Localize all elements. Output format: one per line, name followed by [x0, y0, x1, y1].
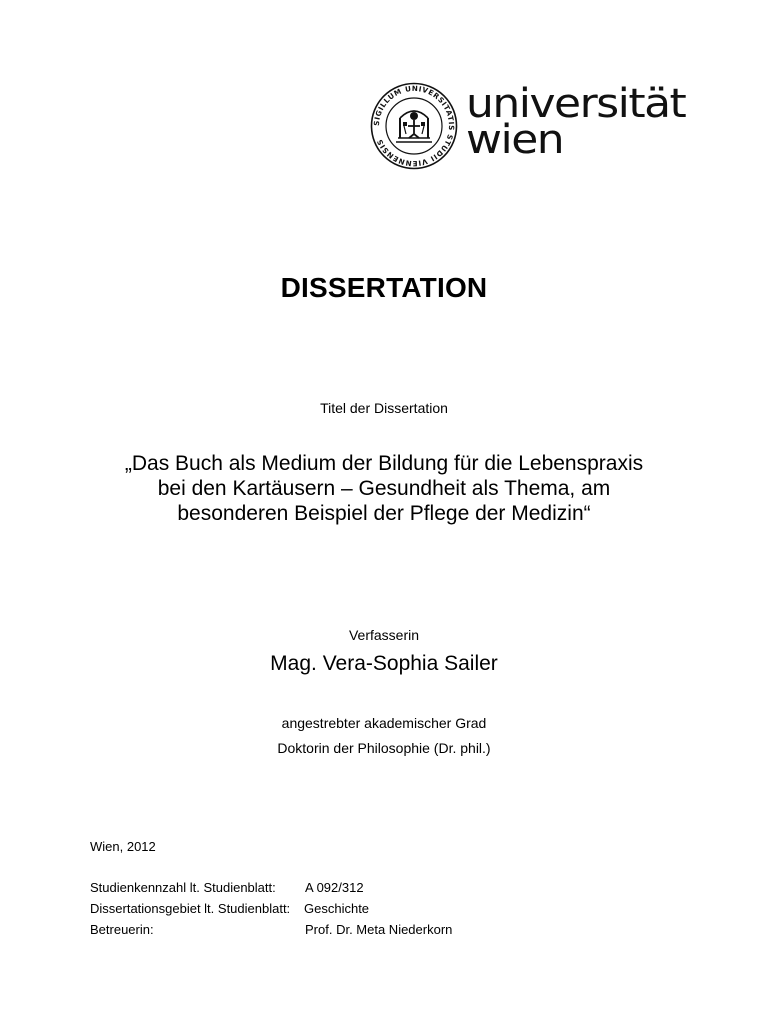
wordmark-line-1: universität: [466, 80, 686, 128]
title-label: Titel der Dissertation: [320, 400, 448, 416]
title-line-1: „Das Buch als Medium der Bildung für die Lebenspraxis: [124, 452, 644, 475]
author-label: Verfasserin: [348, 627, 420, 643]
university-logo: [370, 80, 686, 172]
place-date: Wien, 2012: [90, 839, 156, 854]
metadata-label: Betreuerin:: [90, 922, 154, 937]
dissertation-title: [0, 451, 768, 526]
university-seal-icon: [370, 82, 458, 170]
metadata-value: A 092/312: [305, 880, 364, 895]
degree-label: angestrebter akademischer Grad: [281, 715, 487, 731]
seal-text: SIGILLUM UNIVERSITATIS STUDII VIENNENSIS: [371, 83, 457, 169]
metadata-value: Geschichte: [304, 901, 370, 916]
wordmark-line-2: wien: [466, 116, 564, 164]
metadata-value: Prof. Dr. Meta Niederkorn: [305, 922, 453, 937]
author-name: Mag. Vera-Sophia Sailer: [270, 652, 498, 675]
title-line-3: besonderen Beispiel der Pflege der Medizin“: [177, 502, 591, 525]
document-type: DISSERTATION: [280, 272, 488, 303]
title-line-2: bei den Kartäusern – Gesundheit als Thema, am: [157, 477, 611, 500]
degree-value: Doktorin der Philosophie (Dr. phil.): [277, 740, 491, 756]
university-wordmark: [466, 80, 686, 164]
metadata-label: Studienkennzahl lt. Studienblatt:: [90, 880, 276, 895]
metadata-label: Dissertationsgebiet lt. Studienblatt:: [90, 901, 291, 916]
